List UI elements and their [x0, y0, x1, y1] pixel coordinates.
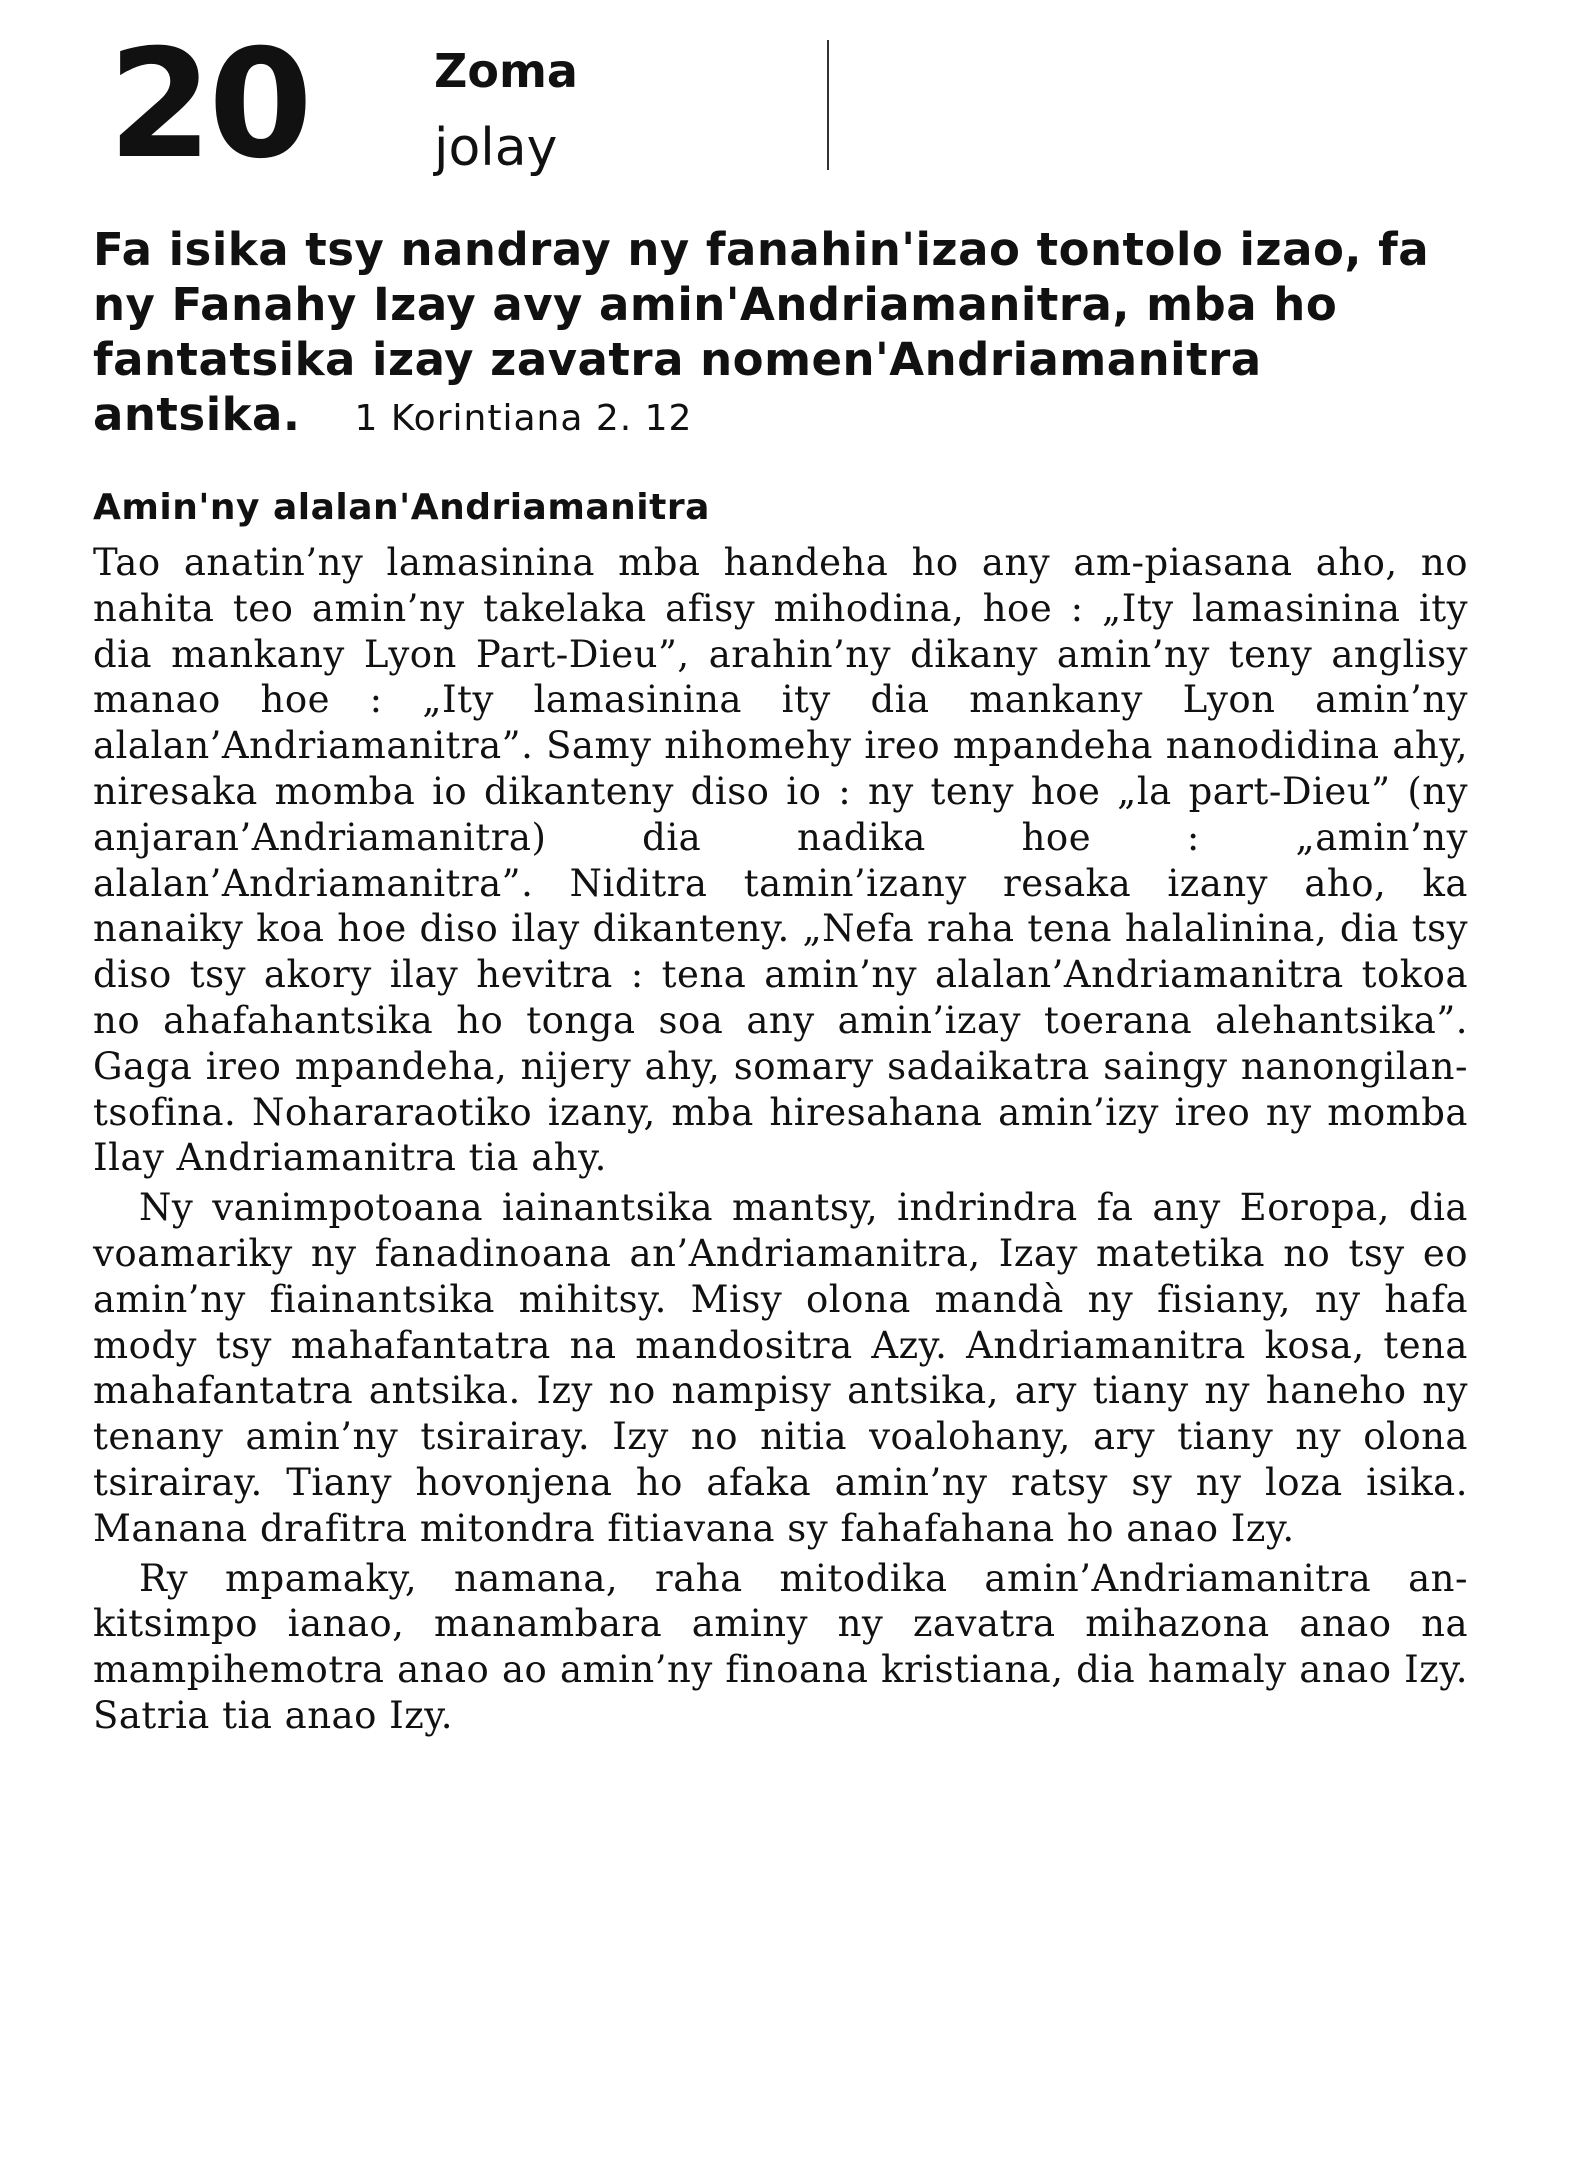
page-header — [0, 0, 1577, 200]
devotion-title: Amin'ny alalan'Andriamanitra — [93, 487, 710, 528]
paragraph-1: Tao anatin’ny lamasinina mba handeha ho any am-piasana aho, no nahita teo amin’ny takelaka afisy mihodina, hoe : „Ity lamasinina ity dia mankany Lyon Part-Dieu”, arahin’ny dikany amin’ny teny anglisy manao hoe : „Ity lamasinina ity dia mankany Lyon amin’ny alalan’Andriamanitra”. Samy nihomehy ireo mpandeha nanodidina ahy, niresaka momba io dikanteny diso io : ny teny hoe „la part-Dieu” (ny anjaran’Andriamanitra) dia nadika hoe : „amin’ny alalan’Andriamanitra”. Niditra tamin’izany resaka izany aho, ka nanaiky koa hoe diso ilay dikanteny. „Nefa raha tena halalinina, dia tsy diso tsy akory ilay hevitra : tena amin’ny alalan’Andriamanitra tokoa no ahafahantsika ho tonga soa any amin’izay toerana alehantsika”. Gaga ireo mpandeha, nijery ahy, somary sadaikatra saingy nanongilan-tsofina. Nohararaotiko izany, mba hiresahana amin’izy ireo ny momba Ilay Andriamanitra tia ahy. — [93, 541, 1468, 1180]
day-number: 20 — [108, 18, 309, 192]
header-divider — [827, 40, 829, 170]
month-label: jolay — [434, 118, 558, 178]
weekday-label: Zoma — [434, 44, 578, 98]
paragraph-3: Ry mpamaky, namana, raha mitodika amin’Andriamanitra an-kitsimpo ianao, manambara aminy ny zavatra mihazona anao na mampihemotra anao ao amin’ny finoana kristiana, dia hamaly anao Izy. Satria tia anao Izy. — [93, 1556, 1468, 1737]
devotion-body — [93, 540, 1468, 1743]
verse-reference: 1 Korintiana 2. 12 — [354, 398, 693, 439]
paragraph-2: Ny vanimpotoana iainantsika mantsy, indrindra fa any Eoropa, dia voamariky ny fanadinoana an’Andriamanitra, Izay matetika no tsy eo amin’ny fiainantsika mihitsy. Misy olona mandà ny fisiany, ny hafa mody tsy mahafantatra na mandositra Azy. Andriamanitra kosa, tena mahafantatra antsika. Izy no nampisy antsika, ary tiany ny haneho ny tenany amin’ny tsirairay. Izy no nitia voalohany, ary tiany ny olona tsirairay. Tiany hovonjena ho afaka amin’ny ratsy sy ny loza isika. Manana drafitra mitondra fitiavana sy fahafahana ho anao Izy. — [93, 1186, 1468, 1550]
verse-text: Fa isika tsy nandray ny fanahin'izao tontolo izao, fa ny Fanahy Izay avy amin'Andriamanitra, mba ho fantatsika izay zavatra nomen'Andriamanitra antsika. — [93, 223, 1430, 441]
bible-verse — [93, 222, 1493, 446]
